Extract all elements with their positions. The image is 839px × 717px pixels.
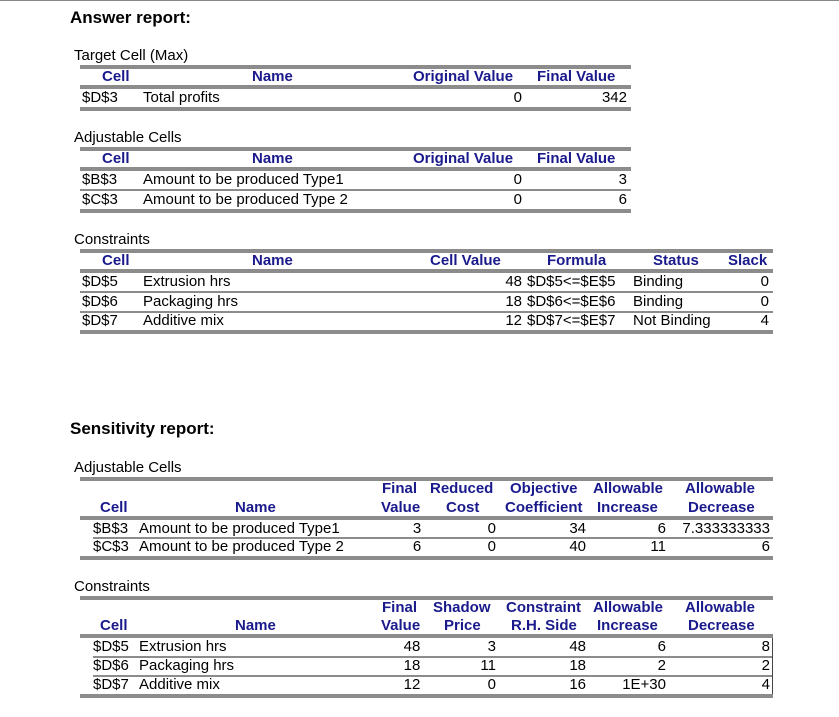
sens-con-row-rhs: 18 — [569, 657, 586, 674]
sens-con-header-increase-2: Increase — [597, 617, 658, 634]
sens-constraints-right-border — [772, 638, 773, 694]
sens-adj-row-increase: 11 — [650, 538, 666, 555]
sens-con-row-increase: 2 — [657, 657, 666, 674]
sens-con-row-decrease: 4 — [761, 676, 770, 693]
sens-adjustable-top-rule — [80, 477, 773, 481]
sens-adjustable-section-label: Adjustable Cells — [74, 459, 182, 476]
sens-con-header-increase-1: Allowable — [593, 599, 664, 616]
constraints-row-cell: $D$7 — [82, 312, 118, 329]
adjustable-header-name: Name — [252, 150, 293, 167]
target-header-final-value: Final Value — [537, 68, 616, 85]
constraints-row-formula: $D$5<=$E$5 — [527, 273, 616, 290]
sens-constraints-bottom-rule — [80, 694, 773, 698]
sens-adj-header-final-2: Value — [381, 499, 421, 516]
sens-con-row-cell: $D$5 — [93, 638, 129, 655]
target-row-original-value: 0 — [513, 89, 522, 106]
sens-con-row-rhs: 16 — [569, 676, 586, 693]
constraints-row-cell: $D$6 — [82, 293, 118, 310]
target-row-name: Total profits — [143, 89, 220, 106]
sens-adj-row-cell: $C$3 — [93, 538, 129, 555]
sens-adj-header-decrease-2: Decrease — [688, 499, 755, 516]
sens-adj-row-final: 6 — [412, 538, 422, 555]
sens-adj-row-increase: 6 — [657, 520, 666, 537]
adjustable-cells-section-label: Adjustable Cells — [74, 129, 182, 146]
sens-adj-row-name: Amount to be produced Type 2 — [139, 538, 344, 555]
adjustable-row-original-value: 0 — [513, 171, 522, 188]
sens-con-header-shadow-2: Price — [444, 617, 481, 634]
sens-con-row-name: Packaging hrs — [139, 657, 235, 674]
sens-adj-row-cell: $B$3 — [93, 520, 129, 537]
sens-con-row-final: 12 — [403, 676, 421, 693]
sensitivity-report-title: Sensitivity report: — [70, 419, 215, 438]
adjustable-row-original-value: 0 — [513, 191, 522, 208]
constraints-bottom-rule — [80, 330, 773, 334]
constraints-row-slack: 0 — [760, 293, 769, 310]
sens-adj-row-objective: 40 — [569, 538, 586, 555]
sens-con-row-decrease: 2 — [761, 657, 770, 674]
constraints-header-formula: Formula — [547, 252, 607, 269]
adjustable-row-name: Amount to be produced Type 2 — [143, 191, 348, 208]
sens-adj-header-name: Name — [235, 499, 276, 516]
adjustable-header-final-value: Final Value — [537, 150, 616, 167]
constraints-row-status: Not Binding — [633, 312, 711, 329]
constraints-row-slack: 0 — [760, 273, 769, 290]
target-row-cell: $D$3 — [82, 89, 118, 106]
constraints-row-status: Binding — [633, 273, 684, 290]
sens-con-row-final: 18 — [403, 657, 421, 674]
constraints-header-name: Name — [252, 252, 293, 269]
sens-adj-header-objective-2: Coefficient — [505, 499, 583, 516]
constraints-row-name: Extrusion hrs — [143, 273, 231, 290]
adjustable-header-cell: Cell — [102, 150, 130, 167]
adjustable-row-final-value: 6 — [618, 191, 627, 208]
sens-constraints-section-label: Constraints — [74, 578, 150, 595]
sens-constraints-top-rule — [80, 596, 773, 600]
sens-adj-header-cell: Cell — [100, 499, 128, 516]
constraints-header-cell-value: Cell Value — [430, 252, 501, 269]
target-bottom-rule — [80, 107, 631, 111]
constraints-row-name: Additive mix — [143, 312, 224, 329]
sens-adj-row-name: Amount to be produced Type1 — [139, 520, 340, 537]
sens-adj-row-reduced: 0 — [487, 520, 496, 537]
sens-con-row-cell: $D$6 — [93, 657, 129, 674]
sens-con-header-constraint-1: Constraint — [506, 599, 581, 616]
sens-con-header-name: Name — [235, 617, 276, 634]
sens-adj-row-reduced: 0 — [487, 538, 496, 555]
sens-adj-header-reduced-1: Reduced — [430, 480, 494, 497]
target-header-name: Name — [252, 68, 293, 85]
sens-adj-header-final-1: Final — [382, 480, 418, 497]
constraints-header-slack: Slack — [728, 252, 768, 269]
adjustable-row-cell: $C$3 — [82, 191, 118, 208]
sens-adj-row-objective: 34 — [569, 520, 586, 537]
top-border — [0, 0, 839, 1]
sens-adj-header-reduced-2: Cost — [446, 499, 480, 516]
sens-con-row-name: Extrusion hrs — [139, 638, 227, 655]
constraints-row-formula: $D$6<=$E$6 — [527, 293, 616, 310]
sens-adj-header-increase-1: Allowable — [593, 480, 664, 497]
sens-con-header-decrease-2: Decrease — [688, 617, 755, 634]
constraints-header-cell: Cell — [102, 252, 130, 269]
constraints-section-label: Constraints — [74, 231, 150, 248]
sens-con-header-shadow-1: Shadow — [433, 599, 491, 616]
sens-con-row-cell: $D$7 — [93, 676, 129, 693]
sens-adj-row-decrease: 6 — [761, 538, 770, 555]
sens-con-row-shadow: 0 — [487, 676, 496, 693]
adjustable-row-name: Amount to be produced Type1 — [143, 171, 344, 188]
target-header-cell: Cell — [102, 68, 130, 85]
constraints-row-cell-value: 18 — [505, 293, 522, 310]
sens-con-row-name: Additive mix — [139, 676, 220, 693]
sens-con-row-shadow: 3 — [487, 638, 496, 655]
constraints-row-cell: $D$5 — [82, 273, 118, 290]
sens-adj-header-increase-2: Increase — [597, 499, 658, 516]
sens-con-row-rhs: 48 — [569, 638, 586, 655]
constraints-row-status: Binding — [633, 293, 684, 310]
sens-con-header-cell: Cell — [100, 617, 128, 634]
sens-con-header-decrease-1: Allowable — [685, 599, 756, 616]
sens-con-header-final-2: Value — [381, 617, 421, 634]
adjustable-bottom-rule — [80, 209, 631, 213]
sens-con-row-final: 48 — [403, 638, 421, 655]
sens-adj-row-final: 3 — [412, 520, 422, 537]
adjustable-header-original-value: Original Value — [413, 150, 514, 167]
sens-adj-header-objective-1: Objective — [510, 480, 578, 497]
sens-con-row-decrease: 8 — [761, 638, 770, 655]
answer-report-title: Answer report: — [70, 8, 191, 27]
constraints-row-formula: $D$7<=$E$7 — [527, 312, 616, 329]
sens-con-header-final-1: Final — [382, 599, 418, 616]
adjustable-row-final-value: 3 — [618, 171, 627, 188]
sens-adj-header-decrease-1: Allowable — [685, 480, 756, 497]
constraints-row-cell-value: 48 — [505, 273, 522, 290]
sens-con-header-constraint-2: R.H. Side — [511, 617, 577, 634]
constraints-row-cell-value: 12 — [505, 312, 522, 329]
sens-adjustable-bottom-rule — [80, 556, 773, 560]
adjustable-row-cell: $B$3 — [82, 171, 118, 188]
target-row-final-value: 342 — [601, 89, 627, 106]
sens-con-row-shadow: 11 — [480, 657, 496, 674]
sens-adj-row-decrease: 7.333333333 — [682, 520, 770, 537]
target-header-original-value: Original Value — [413, 68, 514, 85]
constraints-header-status: Status — [653, 252, 699, 269]
constraints-row-slack: 4 — [760, 312, 769, 329]
sens-con-row-increase: 1E+30 — [622, 676, 666, 693]
target-cell-section-label: Target Cell (Max) — [74, 47, 189, 64]
constraints-row-name: Packaging hrs — [143, 293, 239, 310]
sens-con-row-increase: 6 — [657, 638, 666, 655]
